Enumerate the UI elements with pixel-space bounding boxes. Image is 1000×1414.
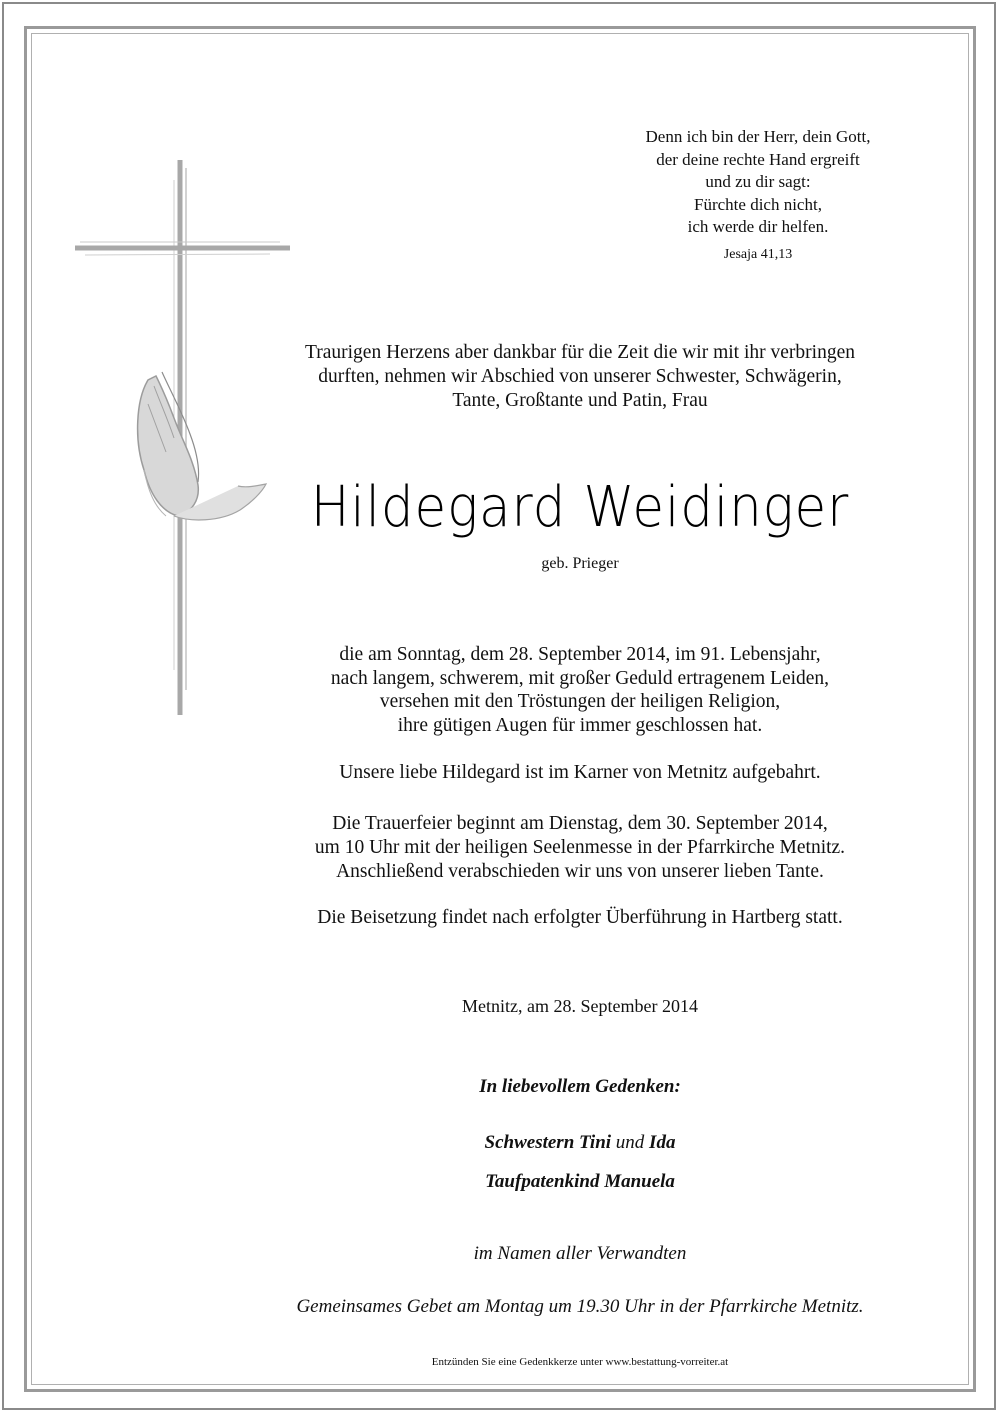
birth-name: geb. Prieger bbox=[541, 555, 619, 572]
on-behalf-of-relatives: im Namen aller Verwandten bbox=[473, 1243, 687, 1264]
funeral-paragraph bbox=[250, 812, 910, 884]
mourner-name: Ida bbox=[649, 1132, 676, 1153]
verse-line: der deine rechte Hand ergreift bbox=[656, 149, 860, 169]
death-paragraph bbox=[250, 643, 910, 737]
paragraph-line: nach langem, schwerem, mit großer Geduld ertragenem Leiden, bbox=[330, 667, 830, 689]
praying-hands-icon bbox=[138, 372, 266, 520]
mourners-godchild: Taufpatenkind Manuela bbox=[485, 1171, 675, 1192]
intro-text bbox=[250, 341, 910, 413]
memorial-heading: In liebevollem Gedenken: bbox=[479, 1076, 681, 1097]
mourner-name: Schwestern Tini bbox=[484, 1132, 612, 1153]
intro-line: Tante, Großtante und Patin, Frau bbox=[452, 390, 708, 411]
verse-line: Fürchte dich nicht, bbox=[694, 194, 822, 214]
verse-line: Denn ich bin der Herr, dein Gott, bbox=[645, 127, 871, 146]
bible-verse bbox=[600, 126, 916, 239]
burial-paragraph: Die Beisetzung findet nach erfolgter Überführung in Hartberg statt. bbox=[317, 907, 843, 928]
laid-out-paragraph: Unsere liebe Hildegard ist im Karner von Metnitz aufgebahrt. bbox=[339, 762, 821, 783]
paragraph-line: Anschließend verabschieden wir uns von unserer lieben Tante. bbox=[336, 861, 824, 882]
verse-line: ich werde dir helfen. bbox=[687, 217, 829, 236]
paragraph-line: die am Sonntag, dem 28. September 2014, im 91. Lebensjahr, bbox=[339, 644, 821, 665]
intro-line: Traurigen Herzens aber dankbar für die Zeit die wir mit ihr verbringen bbox=[305, 342, 855, 363]
mourners-sisters bbox=[380, 1132, 780, 1154]
deceased-name: Hildegard Weidinger bbox=[310, 475, 850, 540]
intro-line: durften, nehmen wir Abschied von unserer Schwester, Schwägerin, bbox=[318, 366, 842, 387]
paragraph-line: versehen mit den Tröstungen der heiligen Religion, bbox=[379, 691, 781, 712]
paragraph-line: Die Trauerfeier beginnt am Dienstag, dem 30. September 2014, bbox=[332, 813, 828, 834]
cross-with-praying-hands-icon bbox=[70, 150, 300, 720]
place-and-date: Metnitz, am 28. September 2014 bbox=[462, 996, 698, 1016]
paragraph-line: um 10 Uhr mit der heiligen Seelenmesse in der Pfarrkirche Metnitz. bbox=[314, 837, 846, 858]
paragraph-line: ihre gütigen Augen für immer geschlossen hat. bbox=[397, 714, 763, 736]
prayer-notice: Gemeinsames Gebet am Montag um 19.30 Uhr in der Pfarrkirche Metnitz. bbox=[296, 1296, 864, 1317]
verse-reference: Jesaja 41,13 bbox=[723, 247, 793, 262]
footer-note: Entzünden Sie eine Gedenkkerze unter www.bestattung-vorreiter.at bbox=[431, 1356, 729, 1368]
mourner-connector: und bbox=[611, 1132, 650, 1153]
verse-line: und zu dir sagt: bbox=[705, 172, 811, 191]
